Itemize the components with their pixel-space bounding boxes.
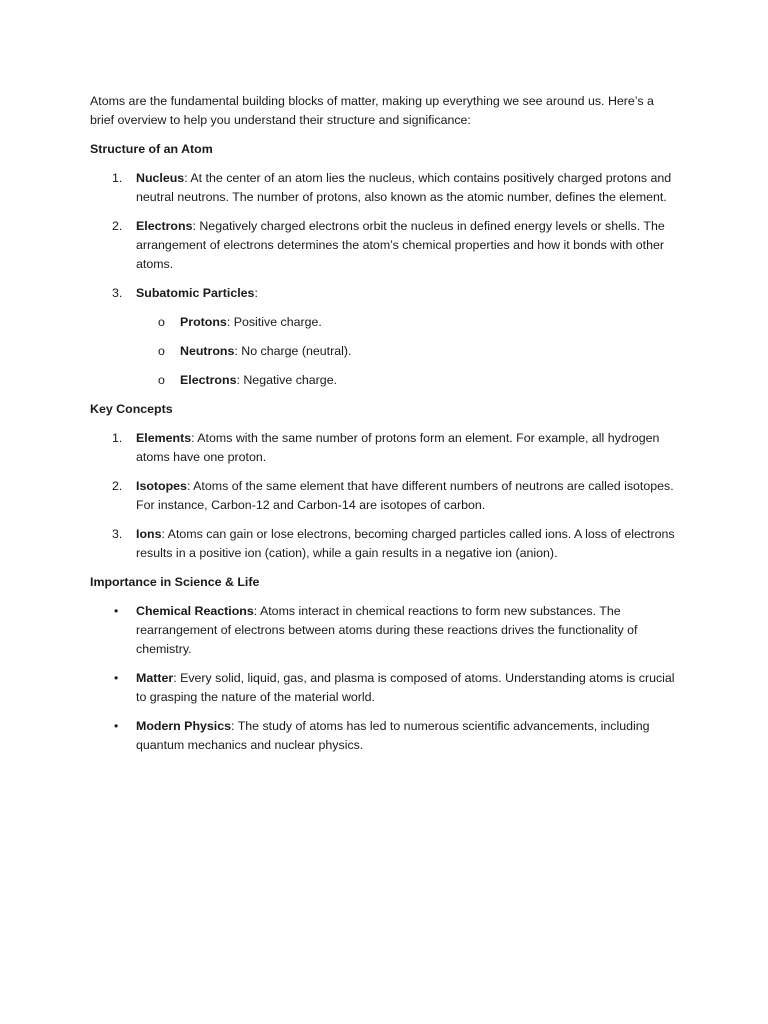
term: Modern Physics — [136, 719, 232, 733]
definition: : Atoms of the same element that have different numbers of neutrons are called isotopes. For instance, Carbon-12 and Carbon-14 are isotopes of carbon. — [136, 479, 674, 512]
list-item-chemical-reactions — [90, 602, 680, 659]
term: Isotopes — [136, 479, 187, 493]
list-number: 2. — [112, 219, 123, 233]
term: Neutrons — [180, 344, 235, 358]
term: Electrons — [136, 219, 193, 233]
document-page — [90, 92, 680, 765]
list-item-modern-physics — [90, 717, 680, 755]
list-item-subatomic — [90, 284, 680, 303]
definition: : Negatively charged electrons orbit the nucleus in defined energy levels or shells. The arrangement of electrons determines the atom’s chemical properties and how it bonds with other atoms. — [136, 219, 665, 271]
definition: : The study of atoms has led to numerous scientific advancements, including quantum mechanics and nuclear physics. — [136, 719, 650, 752]
definition: : Atoms can gain or lose electrons, becoming charged particles called ions. A loss of electrons results in a positive ion (cation), while a gain results in a negative ion (anion). — [136, 527, 675, 560]
list-item-ions — [90, 525, 680, 563]
section-heading-importance: Importance in Science & Life — [90, 575, 260, 589]
term: Matter — [136, 671, 174, 685]
definition: : Negative charge. — [236, 373, 338, 387]
definition: : No charge (neutral). — [234, 344, 352, 358]
section-heading-concepts: Key Concepts — [90, 402, 173, 416]
term: Elements — [136, 431, 192, 445]
sublist-item-neutrons — [90, 342, 680, 361]
term: Electrons — [180, 373, 237, 387]
definition: : Positive charge. — [226, 315, 322, 329]
definition: : Every solid, liquid, gas, and plasma is composed of atoms. Understanding atoms is crucial to grasping the nature of the material world. — [136, 671, 675, 704]
definition: : Atoms with the same number of protons form an element. For example, all hydrogen atoms have one proton. — [136, 431, 660, 464]
list-item-matter — [90, 669, 680, 707]
list-number: 1. — [112, 431, 123, 445]
list-number: 3. — [112, 527, 123, 541]
sublist-marker: o — [158, 344, 165, 358]
list-number: 2. — [112, 479, 123, 493]
sublist-item-electrons — [90, 371, 680, 390]
section-heading-structure: Structure of an Atom — [90, 142, 213, 156]
intro-paragraph: Atoms are the fundamental building blocks of matter, making up everything we see around us. Here’s a brief overview to help you understand their structure and significance: — [90, 94, 654, 127]
list-number: 3. — [112, 286, 123, 300]
list-item-electrons — [90, 217, 680, 274]
sublist-marker: o — [158, 373, 165, 387]
list-number: 1. — [112, 171, 123, 185]
definition: : — [254, 286, 258, 300]
term: Subatomic Particles — [136, 286, 255, 300]
term: Ions — [136, 527, 162, 541]
list-item-isotopes — [90, 477, 680, 515]
term: Chemical Reactions — [136, 604, 254, 618]
definition: : At the center of an atom lies the nucleus, which contains positively charged protons and neutral neutrons. The number of protons, also known as the atomic number, defines the element. — [136, 171, 672, 204]
term: Protons — [180, 315, 227, 329]
sublist-marker: o — [158, 315, 165, 329]
term: Nucleus — [136, 171, 185, 185]
list-item-elements — [90, 429, 680, 467]
definition: : Atoms interact in chemical reactions to form new substances. The rearrangement of electrons between atoms during these reactions drives the functionality of chemistry. — [136, 604, 638, 656]
sublist-item-protons — [90, 313, 680, 332]
bullet-marker: • — [114, 671, 119, 685]
bullet-marker: • — [114, 604, 119, 618]
list-item-nucleus — [90, 169, 680, 207]
bullet-marker: • — [114, 719, 119, 733]
